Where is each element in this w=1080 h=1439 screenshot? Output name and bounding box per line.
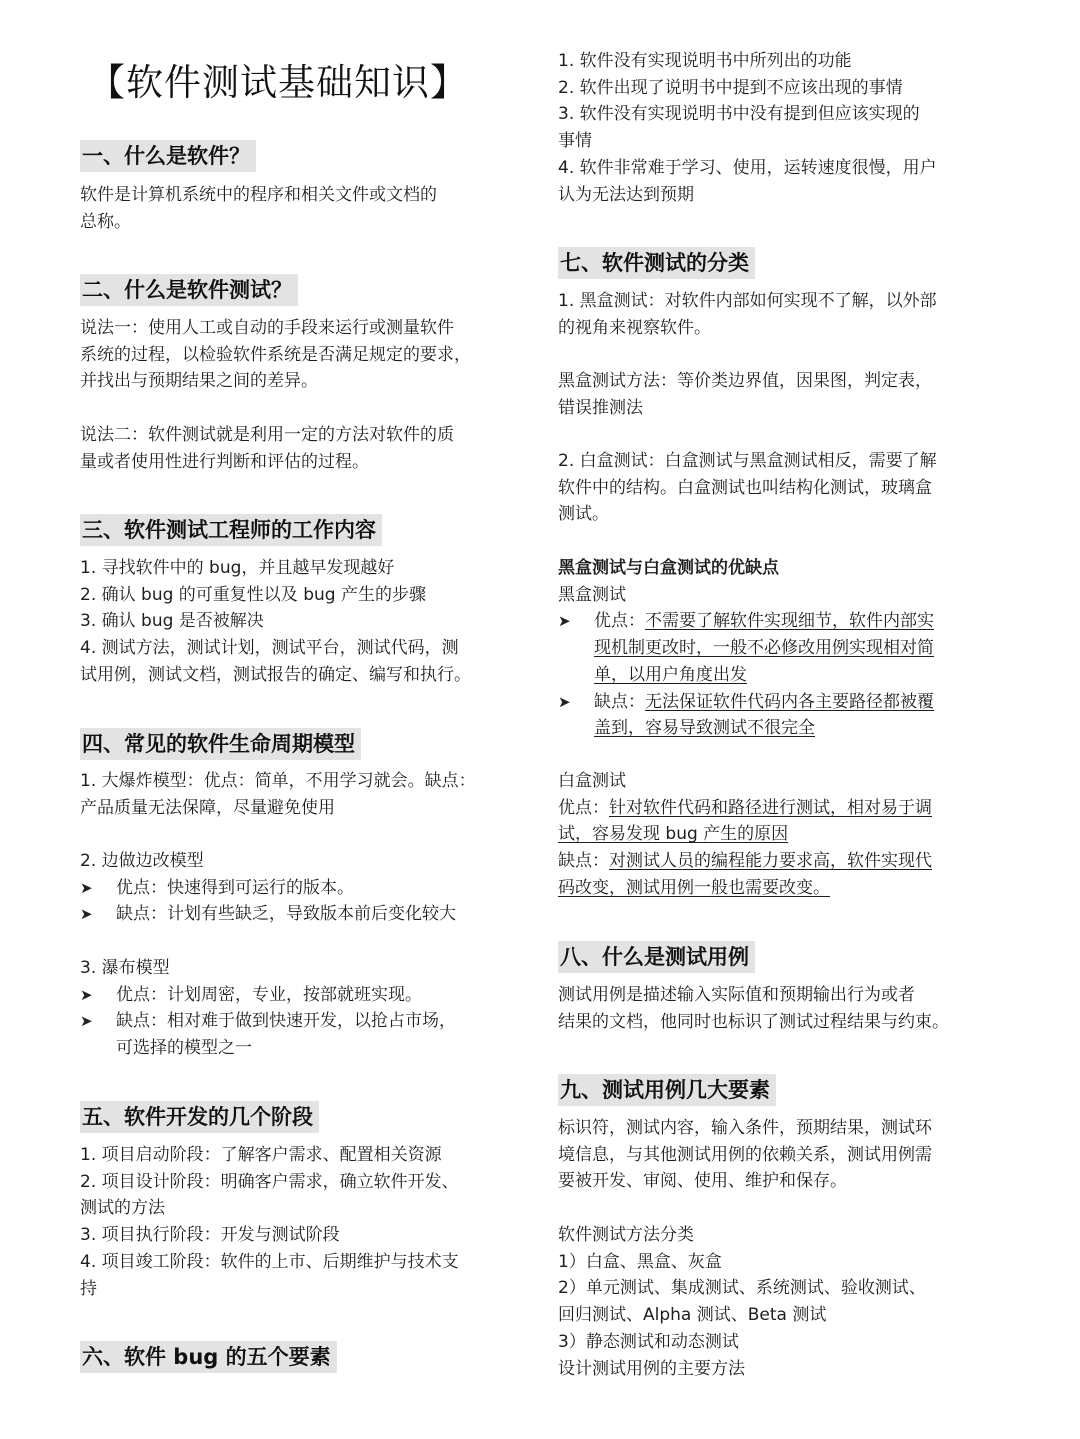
- model-waterfall: [80, 955, 456, 1062]
- bullet-item: [80, 901, 456, 928]
- bullet-item: [558, 608, 934, 688]
- text-line: 结果的文档，他同时也标识了测试过程结果与约束。: [558, 1011, 949, 1032]
- list-item: 3. 软件没有实现说明书中没有提到但应该实现的: [558, 104, 920, 125]
- section-9-methods: [558, 1222, 926, 1382]
- text-line: 软件中的结构。白盒测试也叫结构化测试，玻璃盒: [558, 477, 932, 498]
- list-item: 1）白盒、黑盒、灰盒: [558, 1251, 722, 1272]
- text-line: 设计测试用例的主要方法: [558, 1358, 745, 1379]
- text-line: 3. 瀑布模型: [80, 958, 170, 978]
- bullet-text: 缺点：相对难于做到快速开发，以抢占市场，: [116, 1011, 456, 1032]
- list-item: 3. 确认 bug 是否被解决: [80, 611, 264, 632]
- arrow-right-icon: ➤: [80, 1012, 93, 1031]
- white-box-label: 白盒测试: [558, 771, 626, 791]
- arrow-right-icon: ➤: [80, 905, 93, 924]
- bullet-item: [80, 982, 456, 1009]
- section-9-elements: [558, 1115, 932, 1195]
- list-item: 4. 软件非常难于学习、使用，运转速度很慢，用户: [558, 157, 937, 178]
- text-line: 1. 大爆炸模型：优点：简单，不用学习就会。缺点：: [80, 771, 476, 791]
- pro-label: 优点：: [558, 797, 609, 818]
- text-line: 说法一：使用人工或自动的手段来运行或测量软件: [80, 318, 454, 338]
- text-line: 量或者使用性进行判断和评估的过程。: [80, 451, 369, 472]
- text-line: 软件是计算机系统中的程序和相关文件或文档的: [80, 185, 437, 205]
- text-line: 系统的过程，以检验软件系统是否满足规定的要求，: [80, 344, 471, 365]
- pro-text: 不需要了解软件实现细节，软件内部实: [645, 611, 934, 632]
- text-line: 1. 黑盒测试：对软件内部如何实现不了解，以外部: [558, 291, 937, 311]
- section-2-definition-2: [80, 422, 454, 475]
- compare-title: 黑盒测试与白盒测试的优缺点: [558, 558, 779, 578]
- text-line: 黑盒测试方法：等价类边界值，因果图，判定表，: [558, 371, 932, 391]
- section-heading-8: 八、什么是测试用例: [558, 941, 755, 973]
- arrow-right-icon: ➤: [80, 985, 93, 1004]
- list-item: 3）静态测试和动态测试: [558, 1331, 739, 1352]
- arrow-right-icon: ➤: [558, 692, 571, 711]
- list-item: 认为无法达到预期: [558, 184, 694, 205]
- section-3-list: [80, 555, 471, 689]
- text-line: 标识符，测试内容，输入条件，预期结果，测试环: [558, 1118, 932, 1138]
- con-label: 缺点：: [558, 851, 609, 872]
- pro-label: 优点：: [594, 611, 645, 632]
- text-line: 并找出与预期结果之间的差异。: [80, 371, 318, 392]
- list-item: 4. 项目竣工阶段：软件的上市、后期维护与技术支: [80, 1251, 459, 1272]
- text-line: 说法二：软件测试就是利用一定的方法对软件的质: [80, 425, 454, 445]
- section-heading-9: 九、测试用例几大要素: [558, 1074, 776, 1106]
- text-line: 测试用例是描述输入实际值和预期输出行为或者: [558, 985, 915, 1005]
- pro-text: 针对软件代码和路径进行测试，相对易于调: [609, 797, 932, 818]
- list-item: 事情: [558, 131, 592, 152]
- section-heading-5: 五、软件开发的几个阶段: [80, 1101, 319, 1133]
- text-line: 要被开发、审阅、使用、维护和保存。: [558, 1171, 847, 1192]
- bullet-text: 缺点：计划有些缺乏，导致版本前后变化较大: [116, 904, 456, 925]
- text-line: 总称。: [80, 211, 131, 232]
- section-heading-2: 二、什么是软件测试？: [80, 274, 298, 306]
- section-heading-1: 一、什么是软件？: [80, 140, 256, 172]
- list-item: 持: [80, 1278, 97, 1299]
- list-item: 试用例，测试文档，测试报告的确定、编写和执行。: [80, 664, 471, 685]
- section-heading-7: 七、软件测试的分类: [558, 247, 755, 279]
- text-line: 测试。: [558, 504, 609, 525]
- bullet-item: [80, 1008, 456, 1061]
- section-6-list: [558, 48, 937, 208]
- document-title: 【软件测试基础知识】: [88, 61, 468, 104]
- bullet-item: [80, 875, 456, 902]
- pro-text: 现机制更改时，一般不必修改用例实现相对简: [594, 638, 934, 659]
- list-item: 2. 项目设计阶段：明确客户需求，确立软件开发、: [80, 1171, 459, 1192]
- list-item: 2）单元测试、集成测试、系统测试、验收测试、: [558, 1278, 926, 1299]
- bullet-text: 优点：快速得到可运行的版本。: [116, 877, 354, 898]
- list-item: 回归测试、Alpha 测试、Beta 测试: [558, 1305, 827, 1326]
- con-label: 缺点：: [594, 691, 645, 712]
- section-heading-6: 六、软件 bug 的五个要素: [80, 1341, 337, 1373]
- arrow-right-icon: ➤: [558, 612, 571, 631]
- text-line: 软件测试方法分类: [558, 1225, 694, 1245]
- con-text: 对测试人员的编程能力要求高，软件实现代: [609, 851, 932, 872]
- list-item: 3. 项目执行阶段：开发与测试阶段: [80, 1225, 340, 1246]
- box-compare-block: [558, 555, 934, 742]
- text-line: 2. 白盒测试：白盒测试与黑盒测试相反，需要了解: [558, 451, 937, 471]
- black-box-methods: [558, 368, 932, 421]
- list-item: 1. 软件没有实现说明书中所列出的功能: [558, 51, 852, 71]
- text-line: 境信息，与其他测试用例的依赖关系，测试用例需: [558, 1144, 932, 1165]
- bullet-text: 可选择的模型之一: [116, 1038, 252, 1059]
- section-5-list: [80, 1142, 459, 1302]
- model-big-bang: [80, 768, 476, 821]
- section-1-body: [80, 182, 437, 235]
- black-box-definition: [558, 288, 937, 341]
- text-line: 产品质量无法保障，尽量避免使用: [80, 797, 335, 818]
- section-heading-3: 三、软件测试工程师的工作内容: [80, 514, 382, 546]
- white-box-pros-cons: [558, 768, 932, 902]
- bullet-text: 优点：计划周密，专业，按部就班实现。: [116, 984, 422, 1005]
- con-text: 无法保证软件代码内各主要路径都被覆: [645, 691, 934, 712]
- black-box-label: 黑盒测试: [558, 584, 626, 605]
- section-heading-4: 四、常见的软件生命周期模型: [80, 728, 361, 760]
- text-line: 的视角来视察软件。: [558, 317, 711, 338]
- list-item: 4. 测试方法，测试计划，测试平台，测试代码，测: [80, 638, 459, 659]
- arrow-right-icon: ➤: [80, 878, 93, 897]
- white-box-definition: [558, 448, 937, 528]
- con-text: 盖到，容易导致测试不很完全: [594, 718, 815, 739]
- list-item: 2. 确认 bug 的可重复性以及 bug 产生的步骤: [80, 584, 426, 605]
- con-text: 码改变，测试用例一般也需要改变。: [558, 877, 830, 898]
- bullet-item: [558, 689, 934, 742]
- model-code-and-fix: [80, 848, 456, 928]
- section-2-definition-1: [80, 315, 471, 395]
- text-line: 错误推测法: [558, 397, 643, 418]
- pro-text: 试，容易发现 bug 产生的原因: [558, 824, 789, 845]
- text-line: 2. 边做边改模型: [80, 851, 204, 871]
- section-8-body: [558, 982, 949, 1035]
- list-item: 2. 软件出现了说明书中提到不应该出现的事情: [558, 77, 903, 98]
- list-item: 1. 项目启动阶段：了解客户需求、配置相关资源: [80, 1145, 442, 1165]
- list-item: 测试的方法: [80, 1198, 165, 1219]
- pro-text: 单，以用户角度出发: [594, 664, 747, 685]
- list-item: 1. 寻找软件中的 bug，并且越早发现越好: [80, 558, 395, 578]
